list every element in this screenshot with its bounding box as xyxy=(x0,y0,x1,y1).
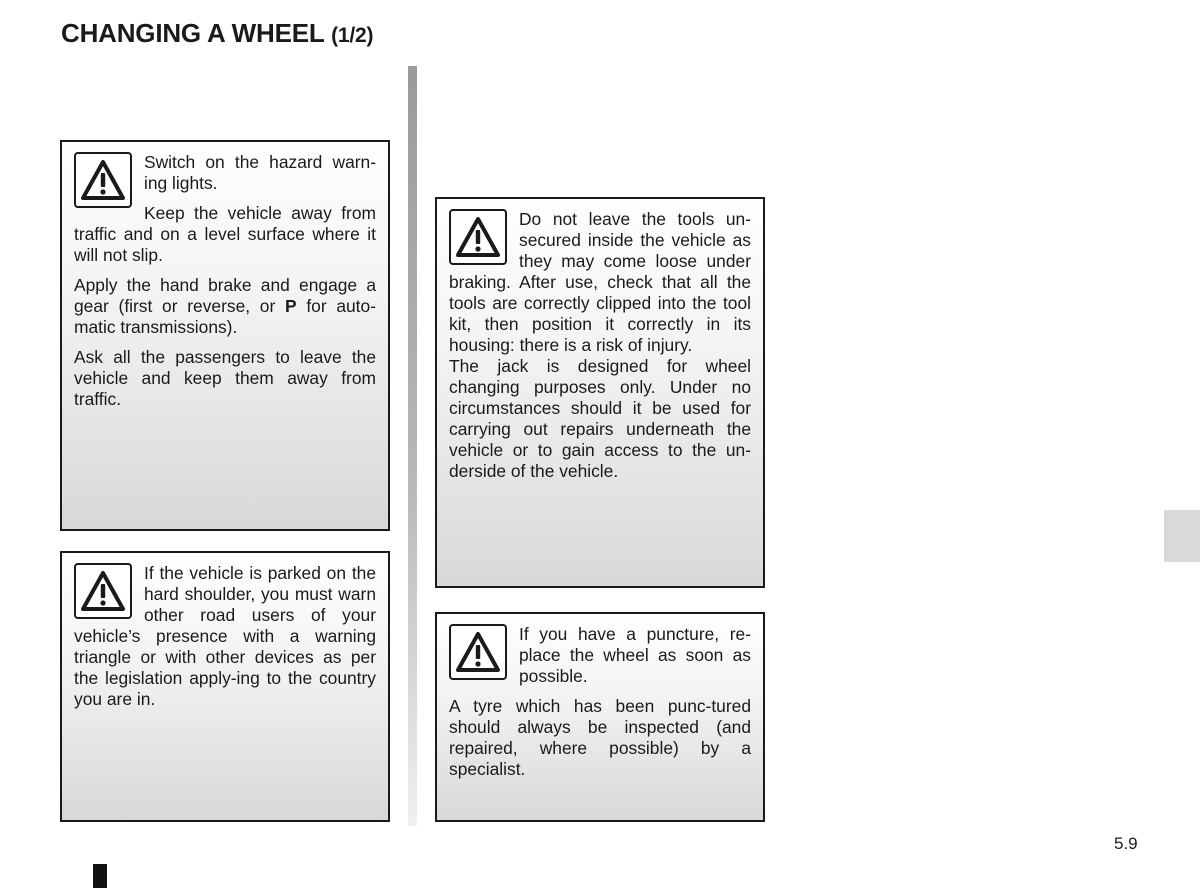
warning-triangle-icon xyxy=(449,624,507,680)
puncture-paragraph-1: If you have a puncture, re-place the wheel as soon as possible. xyxy=(519,624,751,686)
hazard-paragraph-3 xyxy=(74,275,376,338)
hazard-paragraph-3-end: for auto-matic transmissions). xyxy=(74,296,376,337)
page-title-suffix: (1/2) xyxy=(331,24,374,47)
hazard-paragraph-4: Ask all the passengers to leave the vehicle and keep them away from traffic. xyxy=(74,347,376,409)
puncture-paragraph-2: A tyre which has been punc-tured should always be inspected (and repaired, where possible) by a specialist. xyxy=(449,696,751,779)
hazard-gear-p-bold: P xyxy=(284,296,297,316)
page-title xyxy=(61,18,373,49)
print-corner-mark xyxy=(93,864,107,888)
page-number: 5.9 xyxy=(1114,834,1138,853)
warning-triangle-icon xyxy=(74,563,132,619)
hazard-paragraph-3-start: Apply the hand brake and engage a gear (first or reverse, or xyxy=(74,275,376,316)
page-title-text: CHANGING A WHEEL xyxy=(61,18,325,48)
hazard-paragraph-1: Switch on the hazard warn-ing lights. xyxy=(144,152,376,193)
warning-box-tools xyxy=(435,197,765,588)
shoulder-paragraph-1: If the vehicle is parked on the hard shoulder, you must warn other road users of your vehicle’s presence with a warning triangle or with other devices as per the legislation apply-ing to the country you are in. xyxy=(74,563,376,709)
warning-box-hard-shoulder xyxy=(60,551,390,822)
column-divider xyxy=(408,66,417,826)
warning-box-hazard xyxy=(60,140,390,531)
tools-paragraph-1: Do not leave the tools un-secured inside the vehicle as they may come loose under braking. After use, check that all the tools are correctly clipped into the tool kit, then position it correctly in its housing: there is a risk of injury. xyxy=(449,209,751,355)
tools-paragraph-2: The jack is designed for wheel changing purposes only. Under no circumstances should it be used for carrying out repairs underneath the vehicle or to gain access to the un-derside of the vehicle. xyxy=(449,356,751,481)
warning-triangle-icon xyxy=(74,152,132,208)
warning-box-puncture xyxy=(435,612,765,822)
section-tab-marker xyxy=(1164,510,1200,562)
hazard-paragraph-2: Keep the vehicle away from traffic and on a level surface where it will not slip. xyxy=(74,203,376,265)
warning-triangle-icon xyxy=(449,209,507,265)
